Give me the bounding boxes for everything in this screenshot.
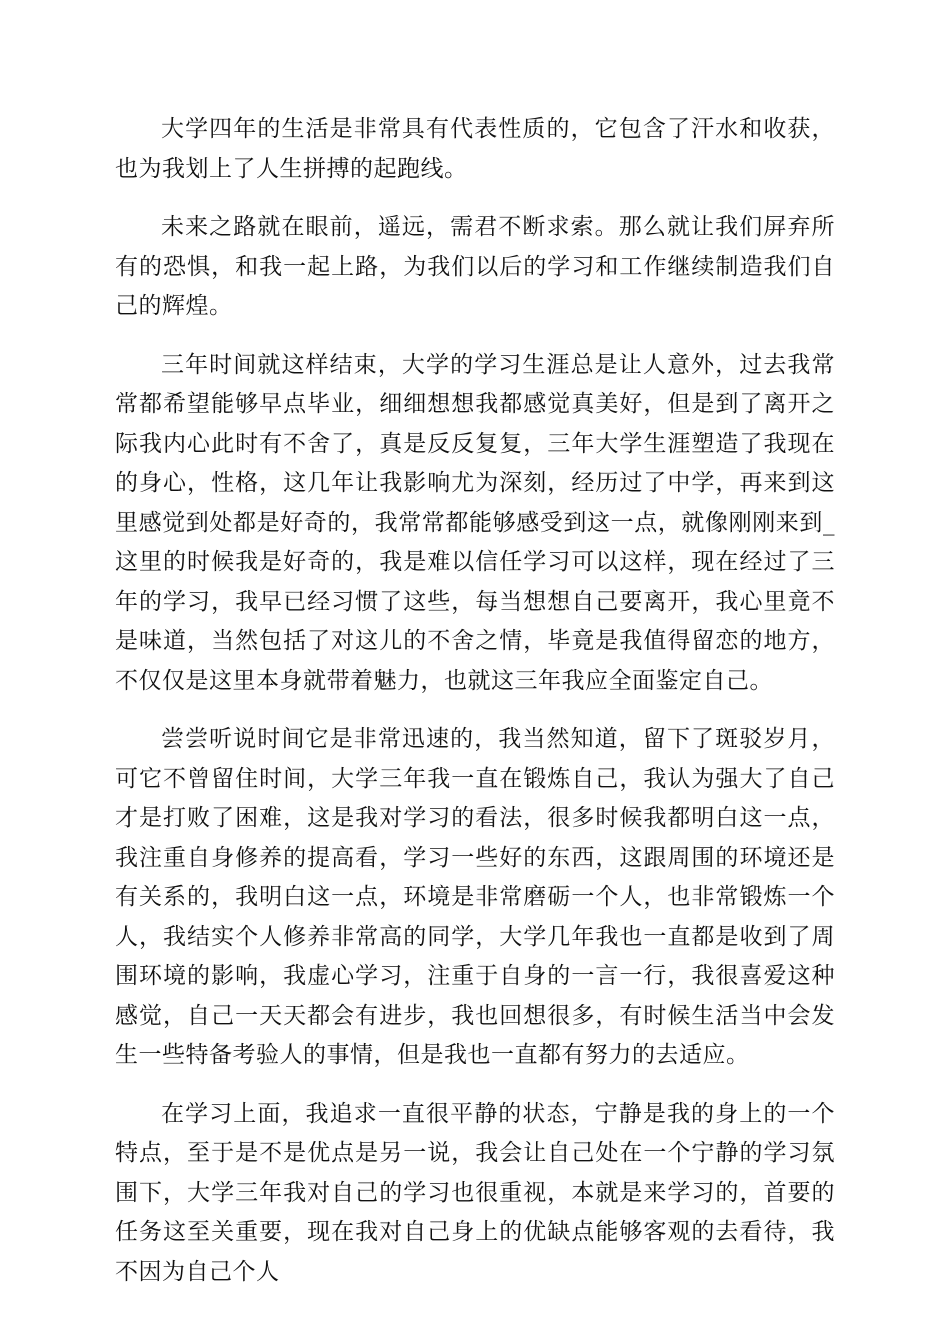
paragraph-2: 未来之路就在眼前，遥远，需君不断求索。那么就让我们屏弃所有的恐惧，和我一起上路，为我们以后的学习和工作继续制造我们自己的辉煌。 — [115, 214, 835, 319]
paragraph-4: 尝尝听说时间它是非常迅速的，我当然知道，留下了斑驳岁月，可它不曾留住时间，大学三年我一直在锻炼自己，我认为强大了自己才是打败了困难，这是我对学习的看法，很多时候我都明白这一点，我注重自身修养的提高看，学习一些好的东西，这跟周围的环境还是有关系的，我明白这一点，环境是非常磨砺一个人，也非常锻炼一个人，我结实个人修养非常高的同学，大学几年我也一直都是收到了周围环境的影响，我虚心学习，注重于自身的一言一行，我很喜爱这种感觉，自己一天天都会有进步，我也回想很多，有时候生活当中会发生一些特备考验人的事情，但是我也一直都有努力的去适应。 — [115, 726, 835, 1068]
paragraph-1: 大学四年的生活是非常具有代表性质的，它包含了汗水和收获，也为我划上了人生拼搏的起跑线。 — [115, 116, 835, 182]
document-body — [115, 110, 835, 1292]
paragraph-3: 三年时间就这样结束，大学的学习生涯总是让人意外，过去我常常都希望能够早点毕业，细细想想我都感觉真美好，但是到了离开之际我内心此时有不舍了，真是反反复复，三年大学生涯塑造了我现在的身心，性格，这几年让我影响尤为深刻，经历过了中学，再来到这里感觉到处都是好奇的，我常常都能够感受到这一点，就像刚刚来到_这里的时候我是好奇的，我是难以信任学习可以这样，现在经过了三年的学习，我早已经习惯了这些，每当想想自己要离开，我心里竟不是味道，当然包括了对这儿的不舍之情，毕竟是我值得留恋的地方，不仅仅是这里本身就带着魅力，也就这三年我应全面鉴定自己。 — [115, 351, 835, 694]
paragraph-5: 在学习上面，我追求一直很平静的状态，宁静是我的身上的一个特点，至于是不是优点是另一说，我会让自己处在一个宁静的学习氛围下，大学三年我对自己的学习也很重视，本就是来学习的，首要的任务这至关重要，现在我对自己身上的优缺点能够客观的去看待，我不因为自己个人 — [115, 1100, 835, 1285]
